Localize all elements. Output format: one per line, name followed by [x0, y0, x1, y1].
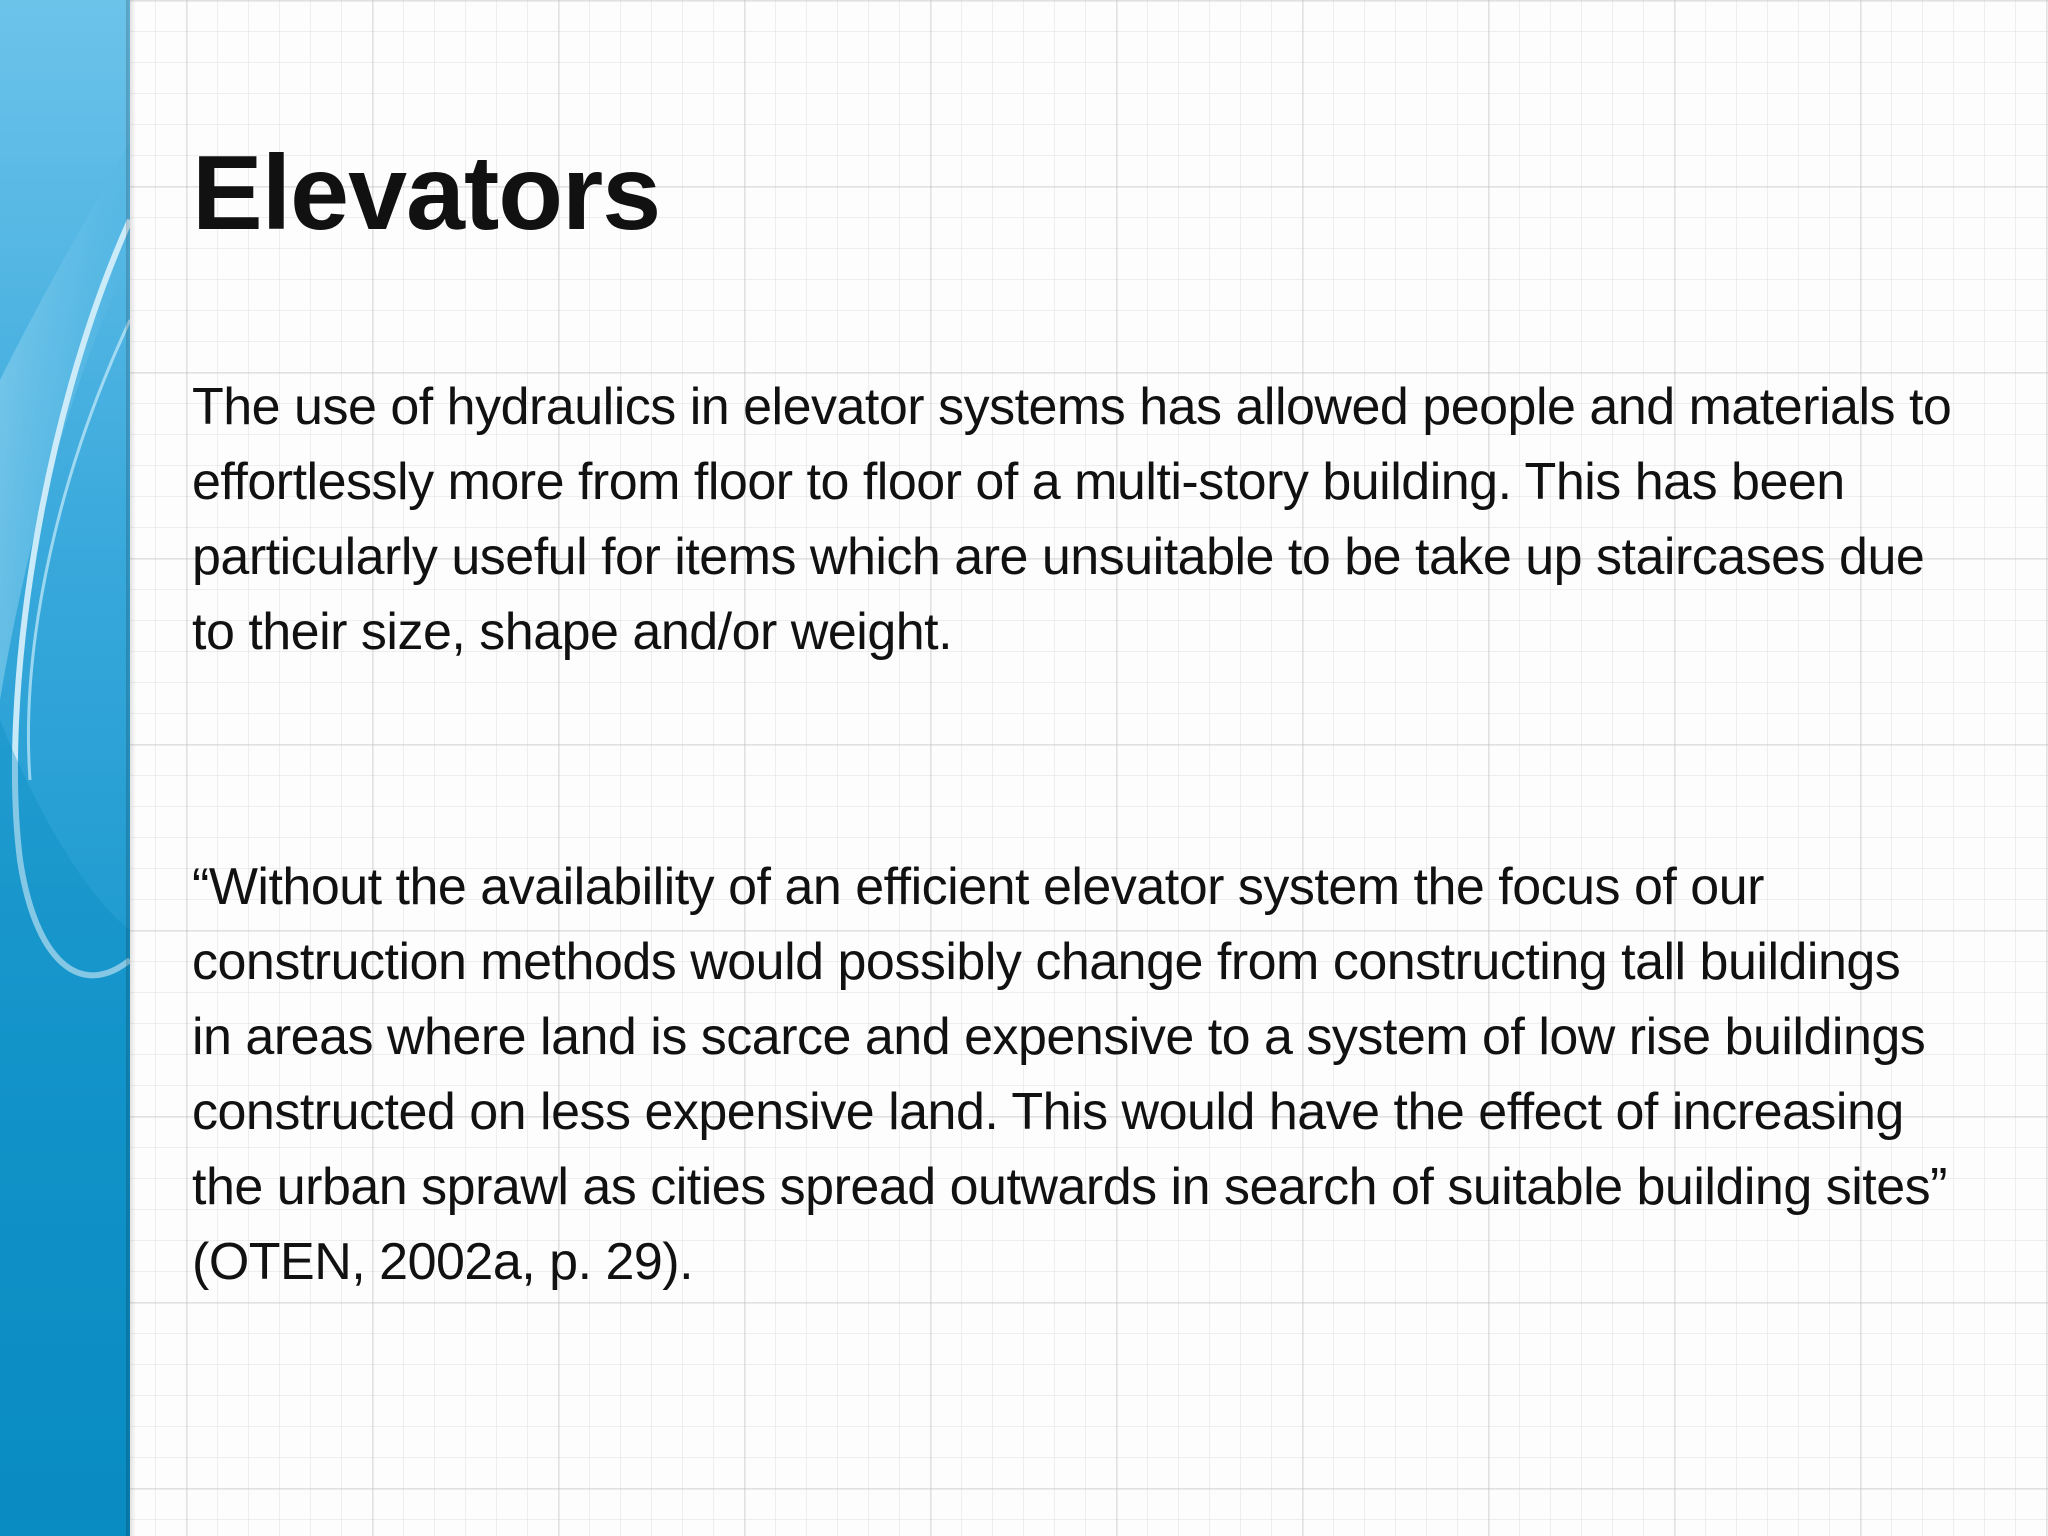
band-shadow: [126, 0, 136, 1536]
paragraph-2-quote: “Without the availability of an efficient elevator system the focus of our construction methods would possibly change from constructing tall buildings in areas where land is scarce and expensive to a system of low rise buildings constructed on less expensive land. This would have the effect of increasing the urban sprawl as cities spread outwards in search of suitable building sites” (OTEN, 2002a, p. 29).: [192, 858, 1947, 1291]
slide-title: Elevators: [192, 134, 661, 252]
decorative-side-band: [0, 0, 130, 1536]
paragraph-1: The use of hydraulics in elevator systems has allowed people and materials to effortlessly more from floor to floor of a multi-story building. This has been particularly useful for items which are unsuitable to be take up staircases due to their size, shape and/or weight.: [192, 378, 1952, 661]
